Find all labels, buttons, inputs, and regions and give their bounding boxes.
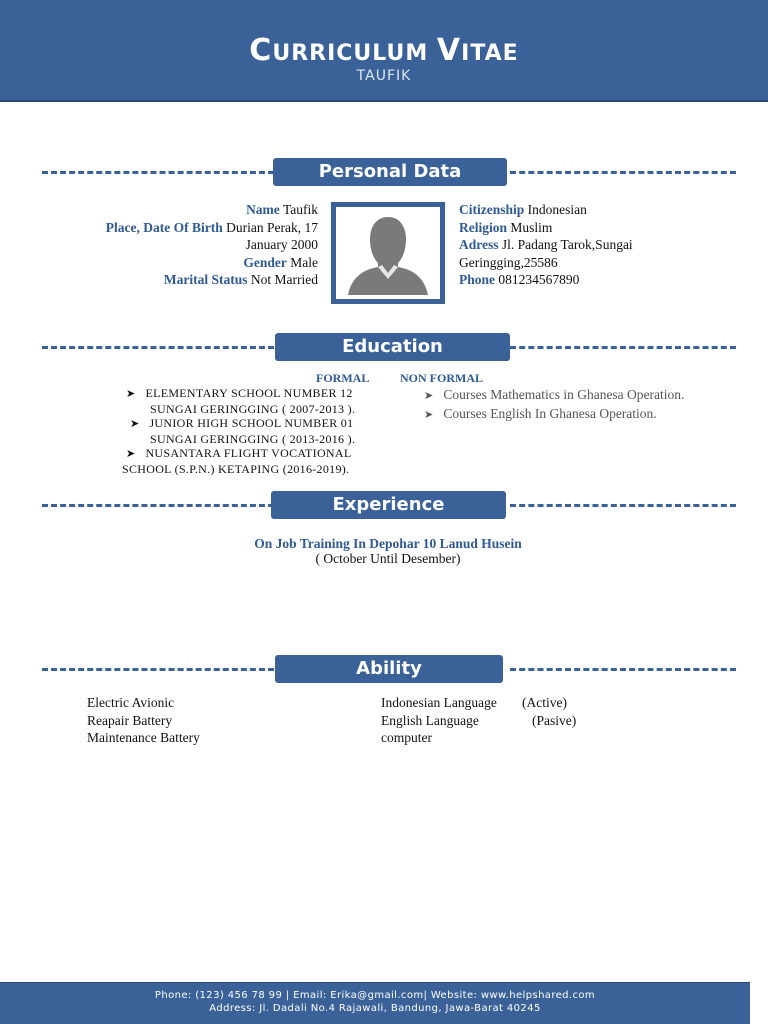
section-divider-left bbox=[42, 171, 274, 174]
skill-name: English Language bbox=[381, 712, 479, 728]
section-title-ability: Ability bbox=[275, 655, 503, 683]
arrowhead-bullet-icon: ➤ bbox=[424, 389, 434, 402]
cv-owner-name: TAUFIK bbox=[356, 68, 412, 84]
section-education bbox=[42, 333, 736, 361]
title-initial-c: C bbox=[249, 33, 273, 68]
section-title-personal-data: Personal Data bbox=[273, 158, 507, 186]
formal-item-line1: NUSANTARA FLIGHT VOCATIONAL bbox=[145, 446, 352, 460]
list-item bbox=[424, 386, 744, 405]
section-ability bbox=[42, 655, 736, 683]
personal-data-right bbox=[459, 201, 669, 289]
formal-item-line1: JUNIOR HIGH SCHOOL NUMBER 01 bbox=[149, 416, 354, 430]
religion-row bbox=[459, 219, 669, 237]
list-item: Reapair Battery bbox=[87, 712, 173, 728]
list-item bbox=[381, 712, 641, 730]
ability-list-languages bbox=[381, 694, 641, 747]
section-divider-right bbox=[510, 668, 736, 671]
experience-title: On Job Training In Depohar 10 Lanud Husein bbox=[254, 536, 522, 551]
marital-label: Marital Status bbox=[163, 272, 248, 287]
section-title-experience: Experience bbox=[271, 491, 506, 519]
address-row-2: Geringging,25586 bbox=[459, 254, 558, 270]
title-initial-v: V bbox=[436, 33, 462, 68]
footer-contact-line: Phone: (123) 456 78 99 | Email: Erika@gmail.com| Website: www.helpshared.com bbox=[154, 990, 596, 1001]
experience-period: ( October Until Desember) bbox=[315, 551, 461, 566]
name-row bbox=[60, 201, 318, 219]
list-item bbox=[381, 729, 641, 747]
section-title-education: Education bbox=[275, 333, 510, 361]
section-divider-right bbox=[510, 171, 736, 174]
gender-label: Gender bbox=[243, 254, 287, 270]
nonformal-item-text: Courses English In Ghanesa Operation. bbox=[443, 405, 657, 421]
list-item bbox=[120, 386, 375, 416]
list-item bbox=[424, 405, 744, 424]
profile-photo bbox=[331, 202, 445, 304]
formal-item-line2: SUNGAI GERINGGING ( 2013-2016 ). bbox=[150, 431, 356, 446]
gender-row bbox=[60, 254, 318, 272]
cv-title bbox=[0, 33, 768, 68]
formal-item-line1: ELEMENTARY SCHOOL NUMBER 12 bbox=[145, 386, 353, 400]
birth-label: Place, Date Of Birth bbox=[105, 219, 223, 235]
ability-list-technical bbox=[87, 694, 337, 747]
skill-name: computer bbox=[381, 730, 432, 745]
section-divider-left bbox=[42, 346, 274, 349]
section-divider-left bbox=[42, 668, 274, 671]
address-value-line1: Jl. Padang Tarok,Sungai bbox=[501, 237, 633, 252]
nonformal-heading: NON FORMAL bbox=[400, 371, 483, 385]
list-item bbox=[120, 446, 375, 476]
phone-row bbox=[459, 271, 669, 289]
marital-value: Not Married bbox=[250, 272, 318, 287]
citizenship-value: Indonesian bbox=[527, 202, 587, 217]
skill-name: Indonesian Language bbox=[381, 695, 497, 710]
name-label: Name bbox=[246, 202, 280, 217]
birth-row bbox=[60, 219, 318, 237]
religion-label: Religion bbox=[459, 219, 508, 235]
title-part-urriculum: URRICULUM bbox=[272, 41, 437, 66]
formal-heading: FORMAL bbox=[316, 371, 370, 385]
name-value: Taufik bbox=[282, 202, 318, 217]
birth-row-2: January 2000 bbox=[245, 237, 318, 252]
formal-item-line2: SCHOOL (S.P.N.) KETAPING (2016-2019). bbox=[122, 461, 350, 476]
section-divider-left bbox=[42, 504, 274, 507]
list-item: Electric Avionic bbox=[87, 695, 175, 710]
nonformal-education-list bbox=[424, 386, 744, 423]
section-personal-data bbox=[42, 158, 736, 186]
address-row bbox=[459, 236, 669, 254]
gender-value: Male bbox=[290, 254, 318, 270]
skill-level: (Pasive) bbox=[532, 712, 577, 728]
section-divider-right bbox=[510, 346, 736, 349]
footer-address-line: Address: Jl. Dadali No.4 Rajawali, Bandung, Jawa-Barat 40245 bbox=[209, 1003, 541, 1014]
citizenship-label: Citizenship bbox=[459, 202, 525, 217]
phone-value: 081234567890 bbox=[498, 272, 580, 287]
cv-header bbox=[0, 0, 768, 102]
arrowhead-bullet-icon: ➤ bbox=[424, 407, 434, 421]
birth-value-line1: Durian Perak, 17 bbox=[226, 219, 318, 235]
skill-level: (Active) bbox=[522, 695, 567, 710]
arrowhead-bullet-icon: ➤ bbox=[126, 447, 136, 460]
title-part-itae: ITAE bbox=[461, 41, 519, 66]
arrowhead-bullet-icon: ➤ bbox=[130, 417, 140, 430]
list-item bbox=[120, 416, 375, 446]
marital-row bbox=[60, 271, 318, 289]
religion-value: Muslim bbox=[510, 219, 553, 235]
citizenship-row bbox=[459, 201, 669, 219]
nonformal-item-text: Courses Mathematics in Ghanesa Operation. bbox=[443, 387, 685, 402]
address-label: Adress bbox=[459, 237, 499, 252]
phone-label: Phone bbox=[459, 272, 496, 287]
section-divider-right bbox=[510, 504, 736, 507]
cv-footer bbox=[0, 982, 750, 1024]
formal-item-line2: SUNGAI GERINGGING ( 2007-2013 ). bbox=[150, 401, 356, 416]
person-silhouette-icon bbox=[340, 211, 436, 295]
formal-education-list bbox=[120, 386, 375, 476]
arrowhead-bullet-icon: ➤ bbox=[126, 387, 136, 400]
list-item bbox=[381, 694, 641, 712]
section-experience bbox=[42, 491, 736, 519]
personal-data-left bbox=[60, 201, 318, 289]
list-item: Maintenance Battery bbox=[87, 730, 200, 745]
